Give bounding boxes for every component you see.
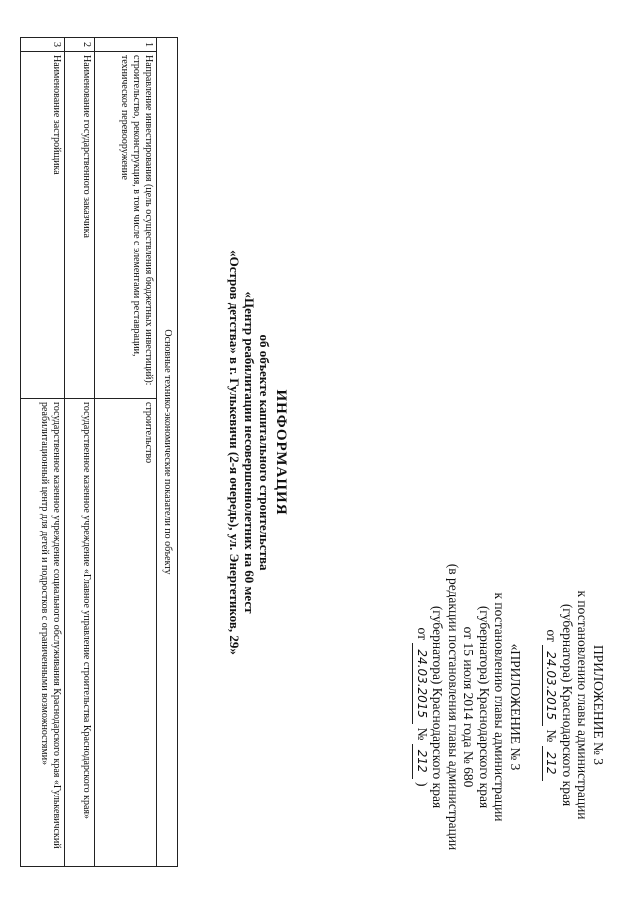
title-line: «Остров детства» в г. Гулькевичи (2-я очередь), ул. Энергетиков, 29» xyxy=(227,250,242,655)
handwritten-number: 212 xyxy=(542,746,559,781)
table-header-row xyxy=(157,38,178,867)
number-label: № xyxy=(415,727,430,741)
from-label: от xyxy=(415,627,430,640)
title-line: «Центр реабилитации несовершеннолетних на 60 мест xyxy=(242,291,257,614)
table-row xyxy=(95,38,157,867)
row-label: Наименование государственного заказчика xyxy=(65,52,95,399)
row-number: 2 xyxy=(65,38,95,52)
from-label: от xyxy=(544,629,560,642)
annex-2-block xyxy=(413,522,524,892)
annex-1-title: ПРИЛОЖЕНИЕ № 3 xyxy=(591,644,606,766)
annex-1-date-line xyxy=(542,540,560,870)
annex-1-block xyxy=(542,540,606,870)
row-number: 3 xyxy=(21,38,65,52)
title-heading: ИНФОРМАЦИЯ xyxy=(273,389,289,516)
annex-1-line: к постановлению главы администрации xyxy=(575,590,591,820)
row-label: Направление инвестирования (цель осуществления бюджетных инвестиций): строительство, реконструкция, в том числе с элементами реставрации, техническое перевооружение xyxy=(95,52,157,399)
annex-2-line: к постановлению главы администрации xyxy=(492,592,508,822)
annex-2-title: «ПРИЛОЖЕНИЕ № 3 xyxy=(508,643,523,771)
row-number: 1 xyxy=(95,38,157,52)
annex-2-line: (в редакции постановления главы администрации xyxy=(446,563,461,851)
annex-2-line: (губернатора) Краснодарского края xyxy=(430,605,446,809)
annex-2-date-line xyxy=(413,522,431,892)
handwritten-date: 24.03.2015 xyxy=(413,643,430,724)
indicators-table xyxy=(20,37,178,867)
closing-paren: ) xyxy=(415,782,430,787)
row-value: строительство xyxy=(95,399,157,867)
handwritten-number: 212 xyxy=(413,744,430,779)
table-row xyxy=(21,38,65,867)
row-label: Наименование застройщика xyxy=(21,52,65,399)
row-value: государственное казенное учреждение «Главное управление строительства Краснодарского края» xyxy=(65,399,95,867)
title-line: об объекте капитального строительства xyxy=(257,334,272,571)
annex-2-line: (губернатора) Краснодарского края xyxy=(477,605,492,809)
annex-2-line: от 15 июля 2014 года № 680 xyxy=(461,626,477,788)
number-label: № xyxy=(544,729,560,743)
table-header: Основные технико-экономические показатели по объекту xyxy=(157,38,178,867)
table-row xyxy=(65,38,95,867)
handwritten-date: 24.03.2015 xyxy=(542,645,559,726)
row-value: государственное казенное учреждение социального обслуживания Краснодарского края «Гулькевичский реабилитационный центр для детей и подростков с ограниченными возможностями» xyxy=(21,399,65,867)
document-title xyxy=(227,0,290,905)
annex-1-line: (губернатора) Краснодарского края xyxy=(560,603,575,807)
